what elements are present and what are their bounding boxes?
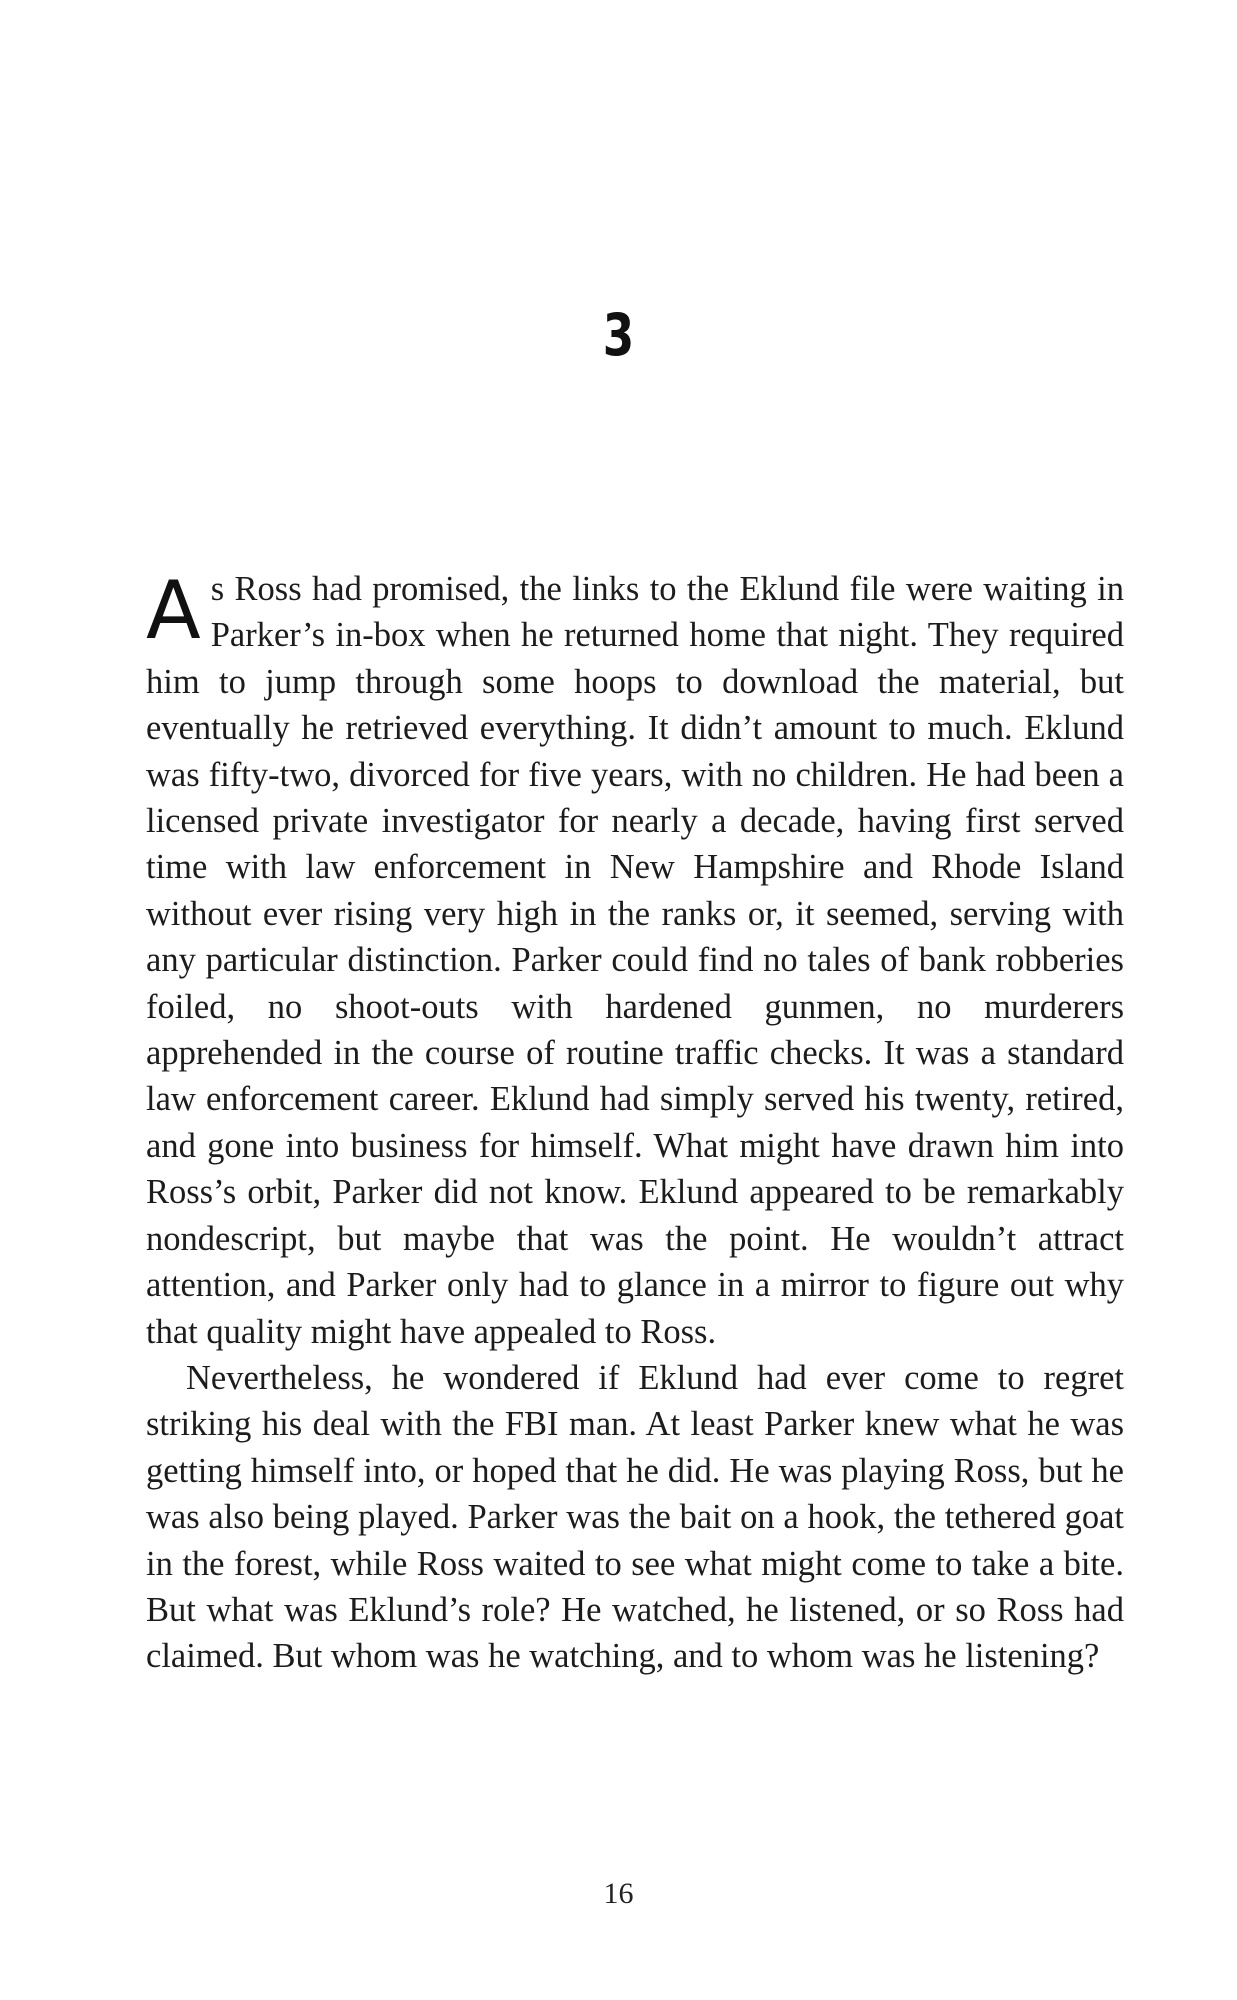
drop-cap-letter: A — [146, 564, 201, 657]
page-number: 16 — [603, 1877, 634, 1910]
chapter-body — [146, 566, 1124, 1680]
paragraph-1-text: s Ross had promised, the links to the Eklund file were waiting in Parker’s in-box when he returned home that night. They required him to jump through some hoops to download the material, but eventually he retrieved everything. It didn’t amount to much. Eklund was fifty-two, divorced for five years, with no children. He had been a licensed private investigator for nearly a decade, having first served time with law enforcement in New Hampshire and Rhode Island without ever rising very high in the ranks or, it seemed, serving with any particular distinction. Parker could find no tales of bank robberies foiled, no shoot-outs with hardened gunmen, no murderers apprehended in the course of routine traffic checks. It was a standard law enforcement career. Eklund had simply served his twenty, retired, and gone into business for himself. What might have drawn him into Ross’s orbit, Parker did not know. Eklund appeared to be remarkably nondescript, but maybe that was the point. He wouldn’t attract attention, and Parker only had to glance in a mirror to figure out why that quality might have appealed to Ross. — [146, 570, 1124, 1351]
chapter-number: 3 — [602, 301, 635, 369]
paragraph-2 — [146, 1355, 1124, 1680]
paragraph-1 — [146, 566, 1124, 1355]
paragraph-2-text: Nevertheless, he wondered if Eklund had ever come to regret striking his deal with the FBI man. At least Parker knew what he was getting himself into, or hoped that he did. He was playing Ross, but he was also being played. Parker was the bait on a hook, the tethered goat in the forest, while Ross waited to see what might come to take a bite. But what was Eklund’s role? He watched, he listened, or so Ross had claimed. But whom was he watching, and to whom was he listening? — [146, 1358, 1124, 1676]
